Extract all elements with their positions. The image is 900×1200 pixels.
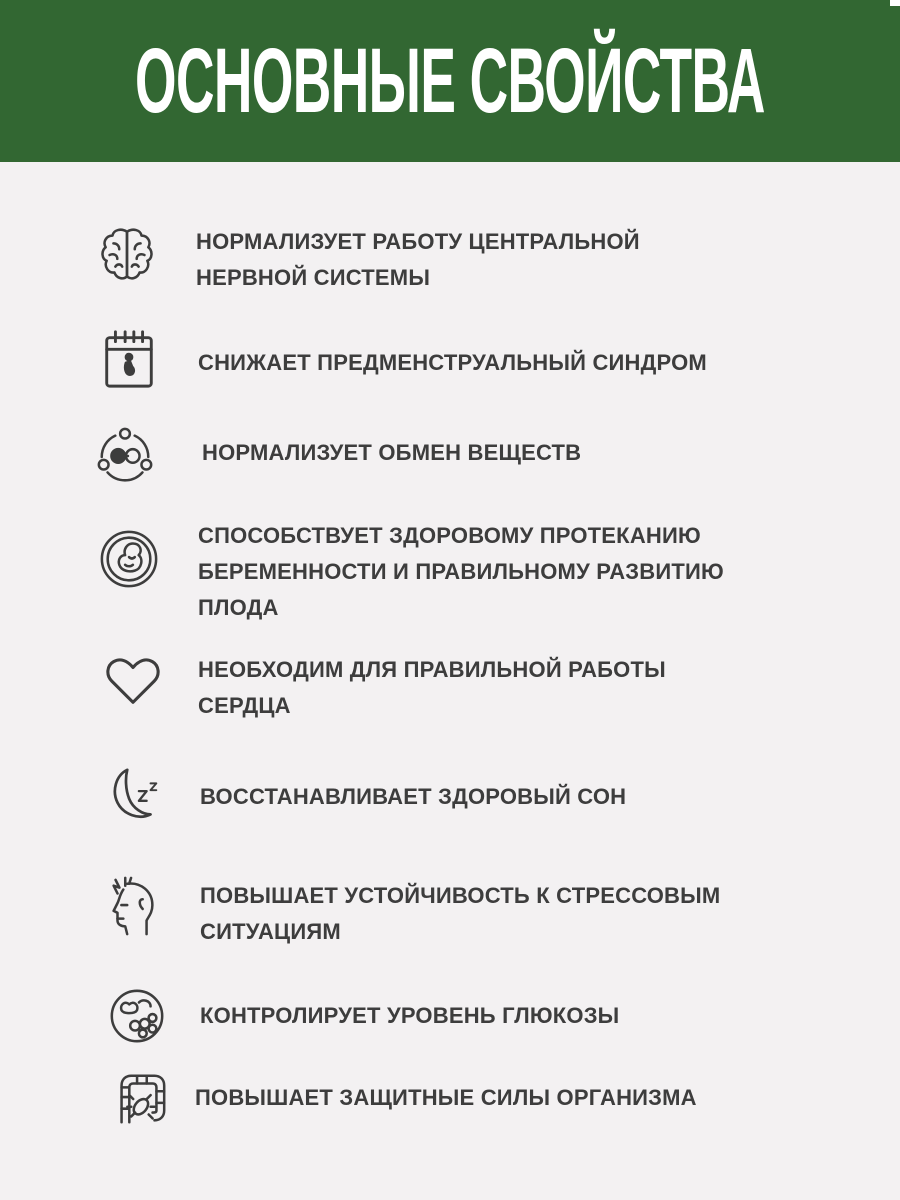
fetus-icon — [96, 526, 162, 592]
moon-sleep-icon — [102, 762, 168, 828]
property-text: СПОСОБСТВУЕТ ЗДОРОВОМУ ПРОТЕКАНИЮ БЕРЕМЕННОСТИ И ПРАВИЛЬНОМУ РАЗВИТИЮ ПЛОДА — [198, 523, 724, 620]
stressed-head-icon — [100, 874, 166, 940]
property-text: КОНТРОЛИРУЕТ УРОВЕНЬ ГЛЮКОЗЫ — [200, 1003, 620, 1028]
property-text: ПОВЫШАЕТ УСТОЙЧИВОСТЬ К СТРЕССОВЫМ СИТУАЦИЯМ — [200, 883, 721, 944]
metabolism-cycle-icon — [92, 422, 158, 488]
property-text: НОРМАЛИЗУЕТ РАБОТУ ЦЕНТРАЛЬНОЙ НЕРВНОЙ СИСТЕМЫ — [196, 229, 640, 290]
brain-icon — [94, 222, 160, 288]
heart-icon — [100, 648, 166, 714]
intestine-bacteria-icon — [106, 1066, 172, 1132]
property-text: СНИЖАЕТ ПРЕДМЕНСТРУАЛЬНЫЙ СИНДРОМ — [198, 350, 707, 375]
glucose-cells-icon — [104, 983, 170, 1049]
property-text: НОРМАЛИЗУЕТ ОБМЕН ВЕЩЕСТВ — [202, 440, 582, 465]
property-text: ПОВЫШАЕТ ЗАЩИТНЫЕ СИЛЫ ОРГАНИЗМА — [195, 1085, 697, 1110]
property-text: НЕОБХОДИМ ДЛЯ ПРАВИЛЬНОЙ РАБОТЫ СЕРДЦА — [198, 657, 666, 718]
corner-mark — [890, 0, 900, 6]
calendar-pregnancy-icon — [96, 326, 162, 392]
property-text: ВОССТАНАВЛИВАЕТ ЗДОРОВЫЙ СОН — [200, 784, 627, 809]
page-title: ОСНОВНЫЕ СВОЙСТВА — [135, 30, 765, 132]
title-banner — [0, 0, 900, 162]
